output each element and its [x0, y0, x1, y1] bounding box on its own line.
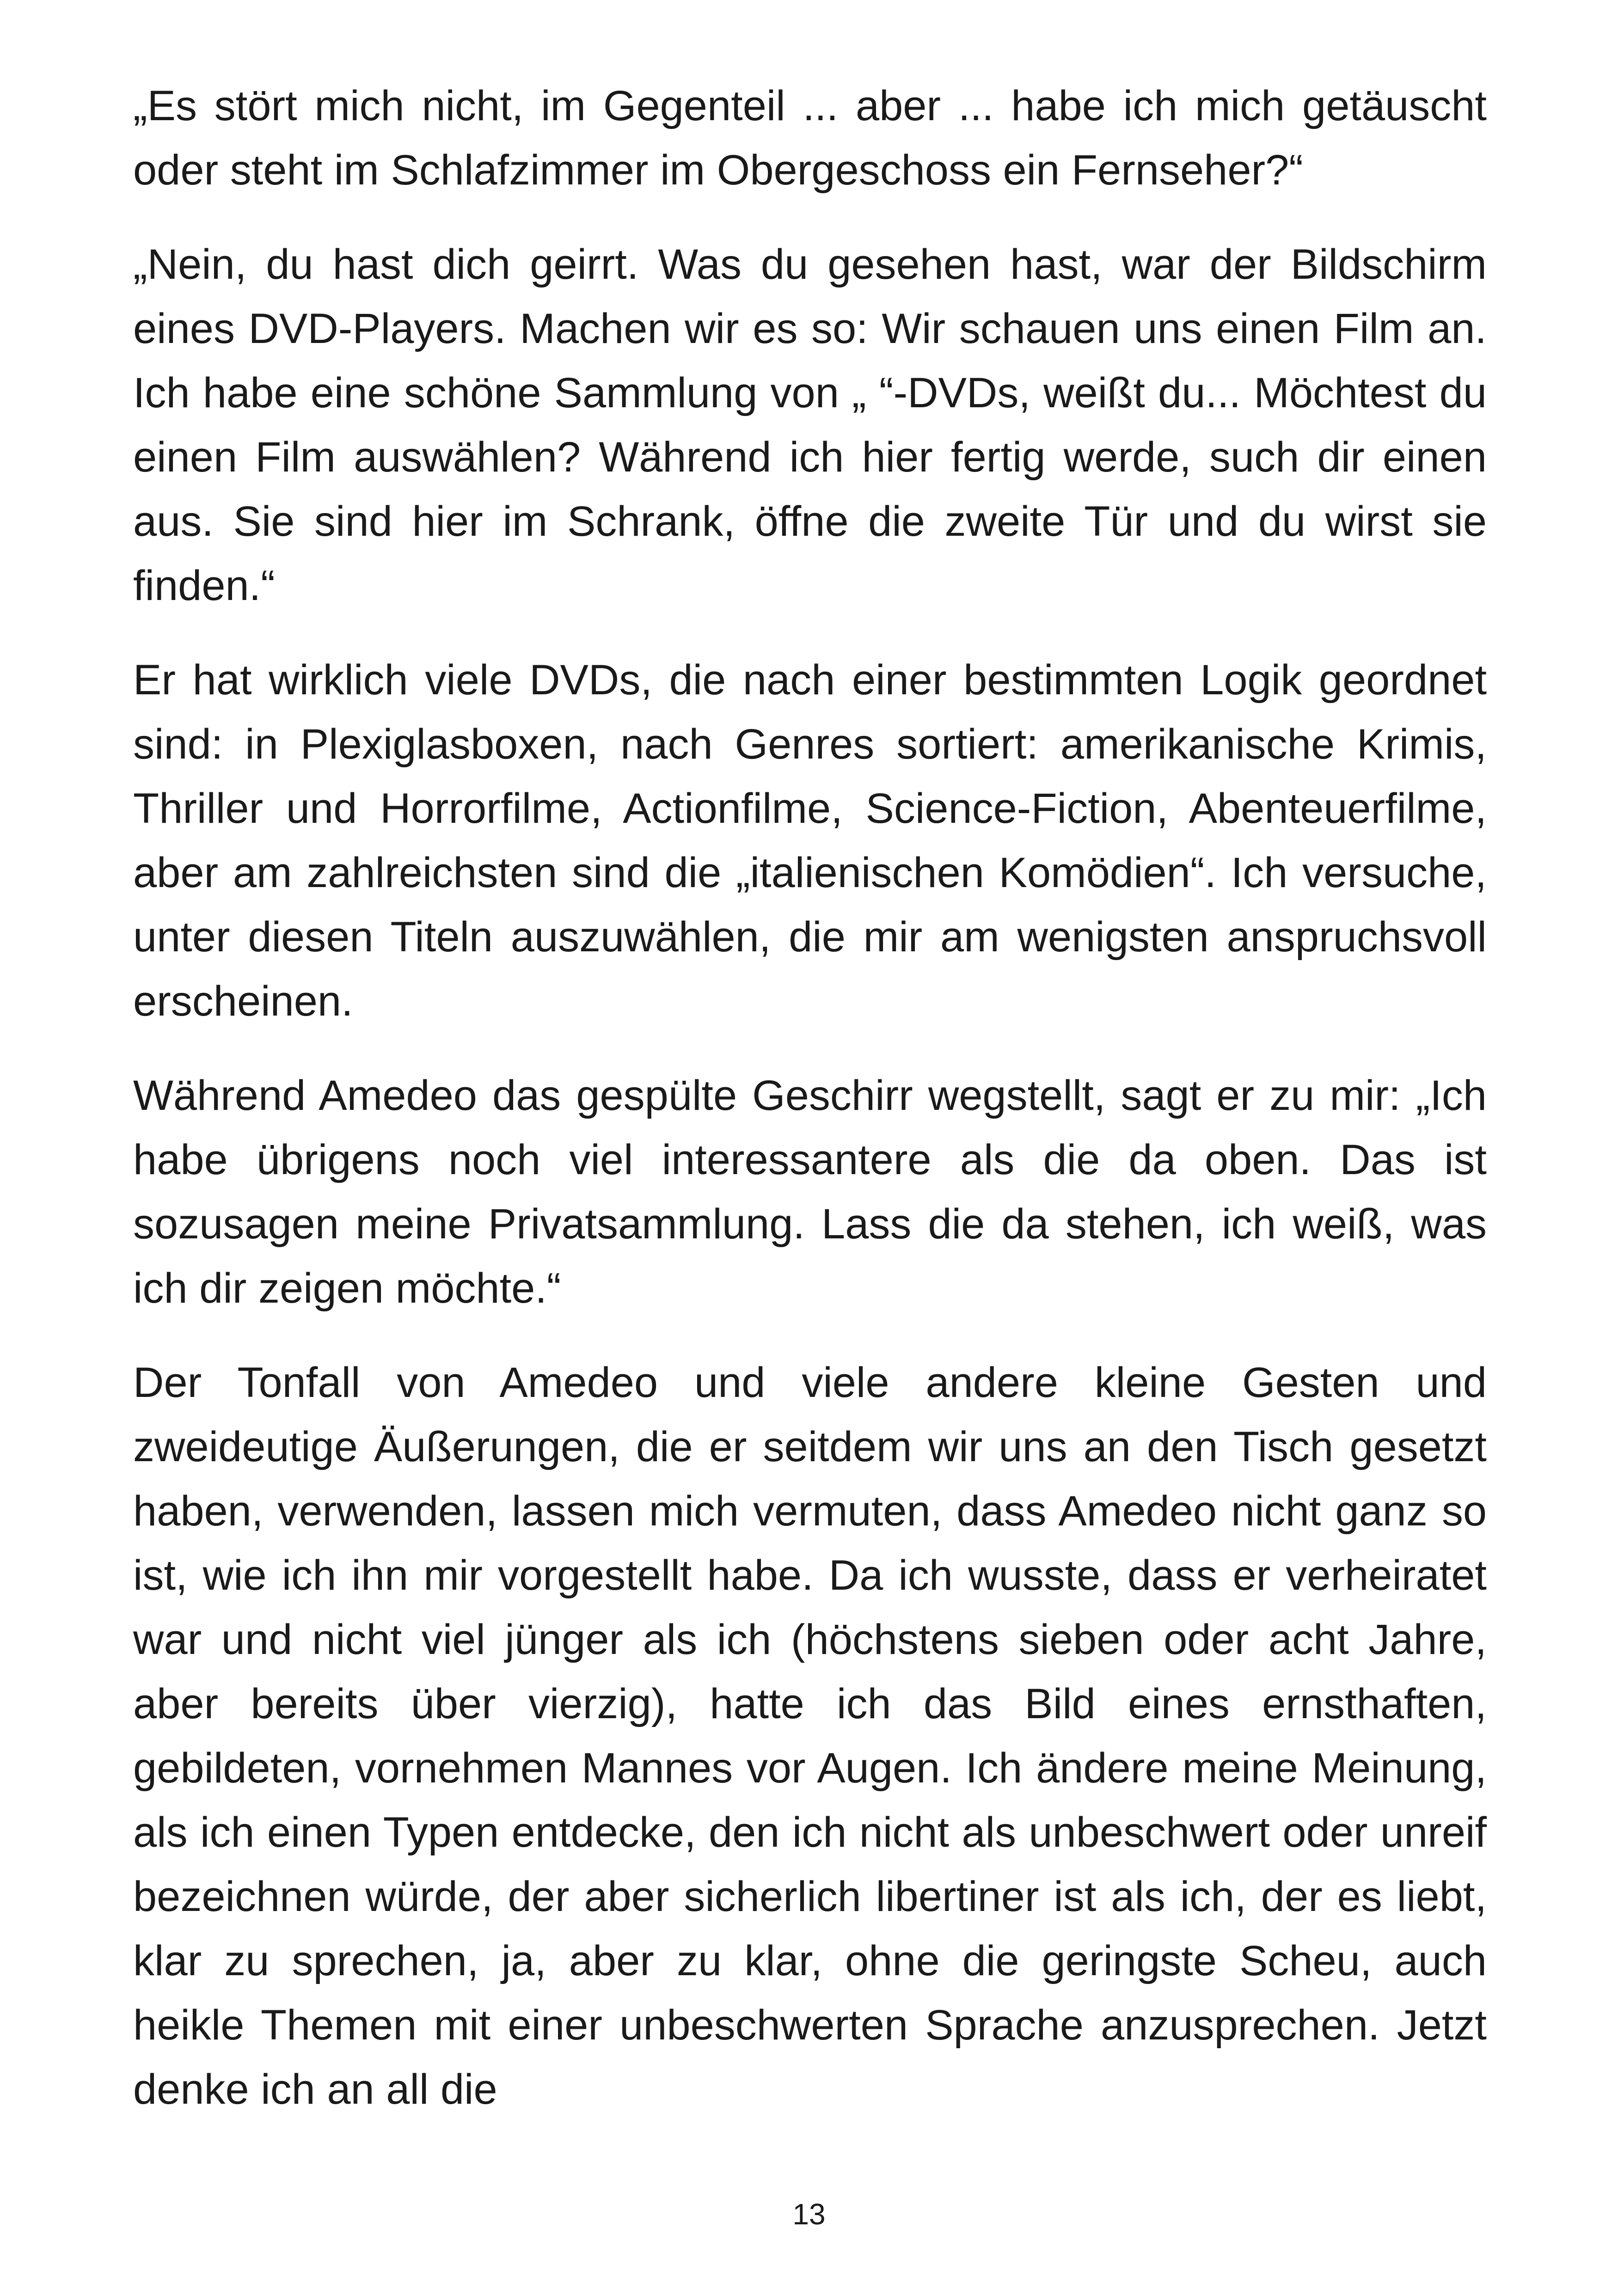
paragraph-5: Der Tonfall von Amedeo und viele andere kleine Gesten und zweideutige Äußerungen, die er seitdem wir uns an den Tisch gesetzt haben, verwenden, lassen mich vermuten, dass Amedeo nicht ganz so ist, wie ich ihn mir vorgestellt habe. Da ich wusste, dass er verheiratet war und nicht viel jünger als ich (höchstens sieben oder acht Jahre, aber bereits über vierzig), hatte ich das Bild eines ernsthaften, gebildeten, vornehmen Mannes vor Augen. Ich ändere meine Meinung, als ich einen Typen entdecke, den ich nicht als unbeschwert oder unreif bezeichnen würde, der aber sicherlich libertiner ist als ich, der es liebt, klar zu sprechen, ja, aber zu klar, ohne die geringste Scheu, auch heikle Themen mit einer unbeschwerten Sprache anzusprechen. Jetzt denke ich an all die	[133, 1359, 1487, 2113]
paragraph-3: Er hat wirklich viele DVDs, die nach einer bestimmten Logik geordnet sind: in Plexiglasboxen, nach Genres sortiert: amerikanische Krimis, Thriller und Horrorfilme, Actionfilme, Science-Fiction, Abenteuerfilme, aber am zahlreichsten sind die „italienischen Komödien“. Ich versuche, unter diesen Titeln auszuwählen, die mir am wenigsten anspruchsvoll erscheinen.	[133, 656, 1487, 1025]
paragraph-1: „Es stört mich nicht, im Gegenteil ... aber ... habe ich mich getäuscht oder steht im Schlafzimmer im Obergeschoss ein Fernseher?“	[133, 82, 1487, 194]
page-number: 13	[792, 2198, 826, 2231]
paragraph-2: „Nein, du hast dich geirrt. Was du gesehen hast, war der Bildschirm eines DVD-Players. Machen wir es so: Wir schauen uns einen Film an. Ich habe eine schöne Sammlung von „ “-DVDs, weißt du... Möchtest du einen Film auswählen? Während ich hier fertig werde, such dir einen aus. Sie sind hier im Schrank, öffne die zweite Tür und du wirst sie finden.“	[133, 241, 1487, 609]
page-body	[133, 74, 1487, 2152]
paragraph-4: Während Amedeo das gespülte Geschirr wegstellt, sagt er zu mir: „Ich habe übrigens noch viel interessantere als die da oben. Das ist sozusagen meine Privatsammlung. Lass die da stehen, ich weiß, was ich dir zeigen möchte.“	[133, 1072, 1487, 1312]
